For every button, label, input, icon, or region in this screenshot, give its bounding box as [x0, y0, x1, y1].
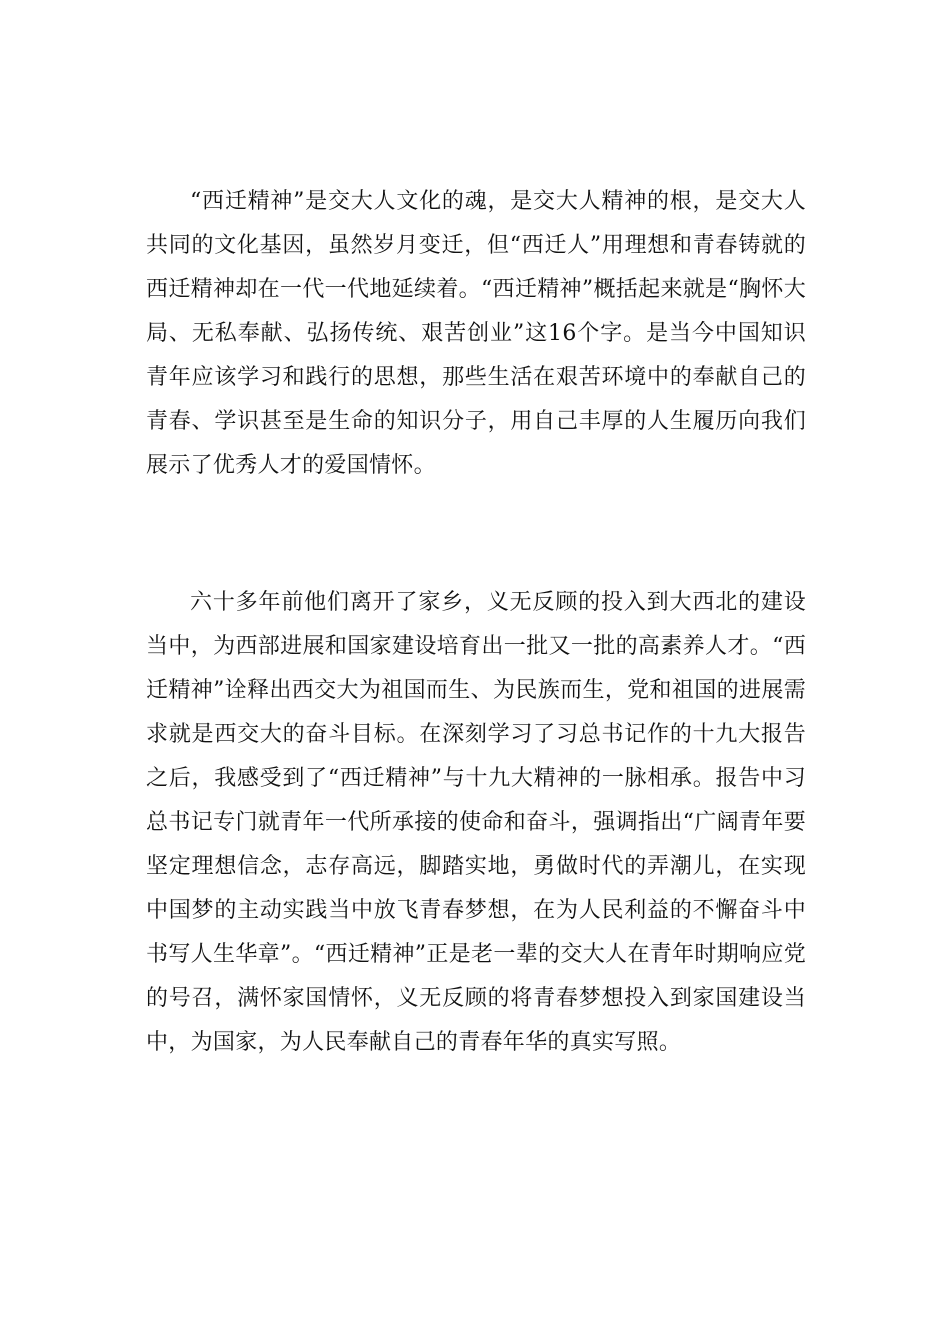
paragraph-2: 六十多年前他们离开了家乡，义无反顾的投入到大西北的建设当中，为西部进展和国家建设培育出一批又一批的高素养人才。“西迁精神”诠释出西交大为祖国而生、为民族而生，党和祖国的进展需求就是西交大的奋斗目标。在深刻学习了习总书记作的十九大报告之后，我感受到了“西迁精神”与十九大精神的一脉相承。报告中习总书记专门就青年一代所承接的使命和奋斗，强调指出“广阔青年要坚定理想信念，志存高远，脚踏实地，勇做时代的弄潮儿，在实现中国梦的主动实践当中放飞青春梦想，在为人民利益的不懈奋斗中书写人生华章”。“西迁精神”正是老一辈的交大人在青年时期响应党的号召，满怀家国情怀，义无反顾的将青春梦想投入到家国建设当中，为国家，为人民奉献自己的青春年华的真实写照。	[146, 590, 806, 1055]
paragraph-1: “西迁精神”是交大人文化的魂，是交大人精神的根，是交大人共同的文化基因，虽然岁月变迁，但“西迁人”用理想和青春铸就的西迁精神却在一代一代地延续着。“西迁精神”概括起来就是“胸怀大局、无私奉献、弘扬传统、艰苦创业”这16个字。是当今中国知识青年应该学习和践行的思想，那些生活在艰苦环境中的奉献自己的青春、学识甚至是生命的知识分子，用自己丰厚的人生履历向我们展示了优秀人才的爱国情怀。	[146, 189, 806, 478]
